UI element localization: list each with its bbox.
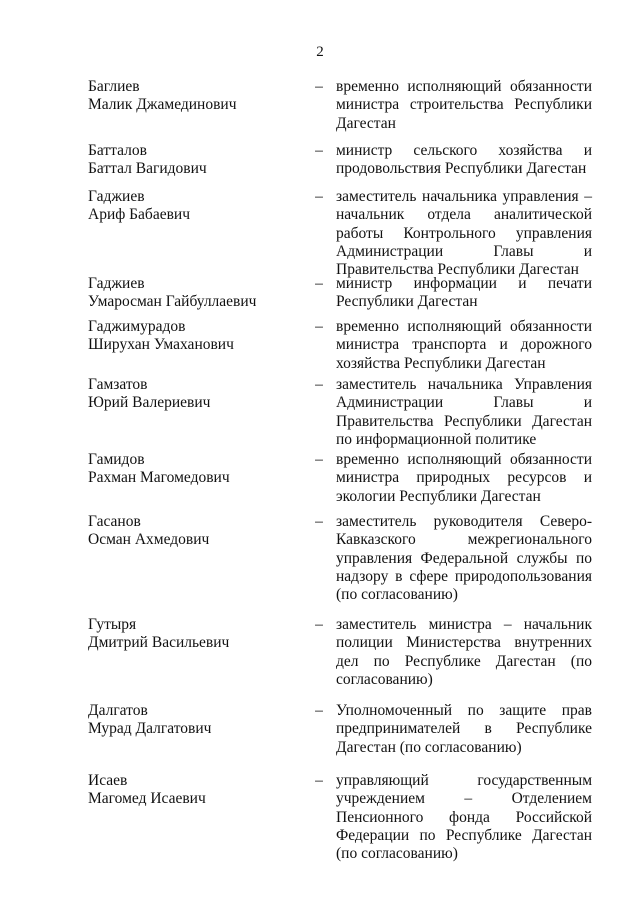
position-description: заместитель начальника Управления Администрации Главы и Правительства Республики Дагестан по информационной политике [336, 376, 592, 448]
surname: Гамзатов [88, 376, 148, 393]
surname: Гутыря [88, 616, 137, 633]
surname: Гамидов [88, 451, 145, 468]
page-number: 2 [316, 44, 324, 60]
position-description: министр сельского хозяйства и продовольствия Республики Дагестан [336, 142, 592, 178]
position-description: управляющий государственным учреждением – Отделением Пенсионного фонда Российской Федерации по Республике Дагестан (по согласованию) [336, 772, 592, 863]
given-names: Умаросман Гайбуллаевич [88, 293, 257, 310]
surname: Баглиев [88, 78, 140, 95]
person-name [88, 702, 303, 738]
dash-separator: – [315, 188, 323, 205]
person-name [88, 78, 303, 114]
position-description: временно исполняющий обязанности министра строительства Республики Дагестан [336, 78, 592, 132]
person-name [88, 188, 303, 224]
position-description: временно исполняющий обязанности министра транспорта и дорожного хозяйства Республики Дагестан [336, 318, 592, 372]
dash-separator: – [315, 513, 323, 530]
given-names: Баттал Вагидович [88, 160, 207, 177]
person-name [88, 616, 303, 652]
dash-separator: – [315, 772, 323, 789]
given-names: Ширухан Умаханович [88, 336, 234, 353]
given-names: Дмитрий Васильевич [88, 634, 230, 651]
given-names: Ариф Бабаевич [88, 206, 190, 223]
surname: Гаджиев [88, 188, 145, 205]
person-name [88, 318, 303, 354]
given-names: Малик Джамединович [88, 96, 237, 113]
position-description: министр информации и печати Республики Дагестан [336, 275, 592, 311]
dash-separator: – [315, 376, 323, 393]
surname: Далгатов [88, 702, 148, 719]
person-name [88, 451, 303, 487]
person-name [88, 513, 303, 549]
surname: Гасанов [88, 513, 141, 530]
dash-separator: – [315, 616, 323, 633]
given-names: Осман Ахмедович [88, 531, 210, 548]
dash-separator: – [315, 451, 323, 468]
dash-separator: – [315, 318, 323, 335]
surname: Батталов [88, 142, 147, 159]
given-names: Магомед Исаевич [88, 790, 206, 807]
given-names: Мурад Далгатович [88, 720, 212, 737]
position-description: временно исполняющий обязанности министра природных ресурсов и экологии Республики Дагестан [336, 451, 592, 505]
position-description: заместитель руководителя Северо-Кавказского межрегионального управления Федеральной службы по надзору в сфере природопользования (по согласованию) [336, 513, 592, 604]
surname: Исаев [88, 772, 128, 789]
position-description: заместитель начальника управления – начальник отдела аналитической работы Контрольного управления Администрации Главы и Правительства Республики Дагестан [336, 188, 592, 279]
dash-separator: – [315, 78, 323, 95]
given-names: Рахман Магомедович [88, 469, 230, 486]
person-name [88, 142, 303, 178]
position-description: Уполномоченный по защите прав предпринимателей в Республике Дагестан (по согласованию) [336, 702, 592, 756]
person-name [88, 772, 303, 808]
dash-separator: – [315, 142, 323, 159]
surname: Гаджиев [88, 275, 145, 292]
position-description: заместитель министра – начальник полиции Министерства внутренних дел по Республике Дагестан (по согласованию) [336, 616, 592, 688]
given-names: Юрий Валериевич [88, 394, 211, 411]
person-name [88, 275, 303, 311]
person-name [88, 376, 303, 412]
dash-separator: – [315, 275, 323, 292]
surname: Гаджимурадов [88, 318, 186, 335]
dash-separator: – [315, 702, 323, 719]
